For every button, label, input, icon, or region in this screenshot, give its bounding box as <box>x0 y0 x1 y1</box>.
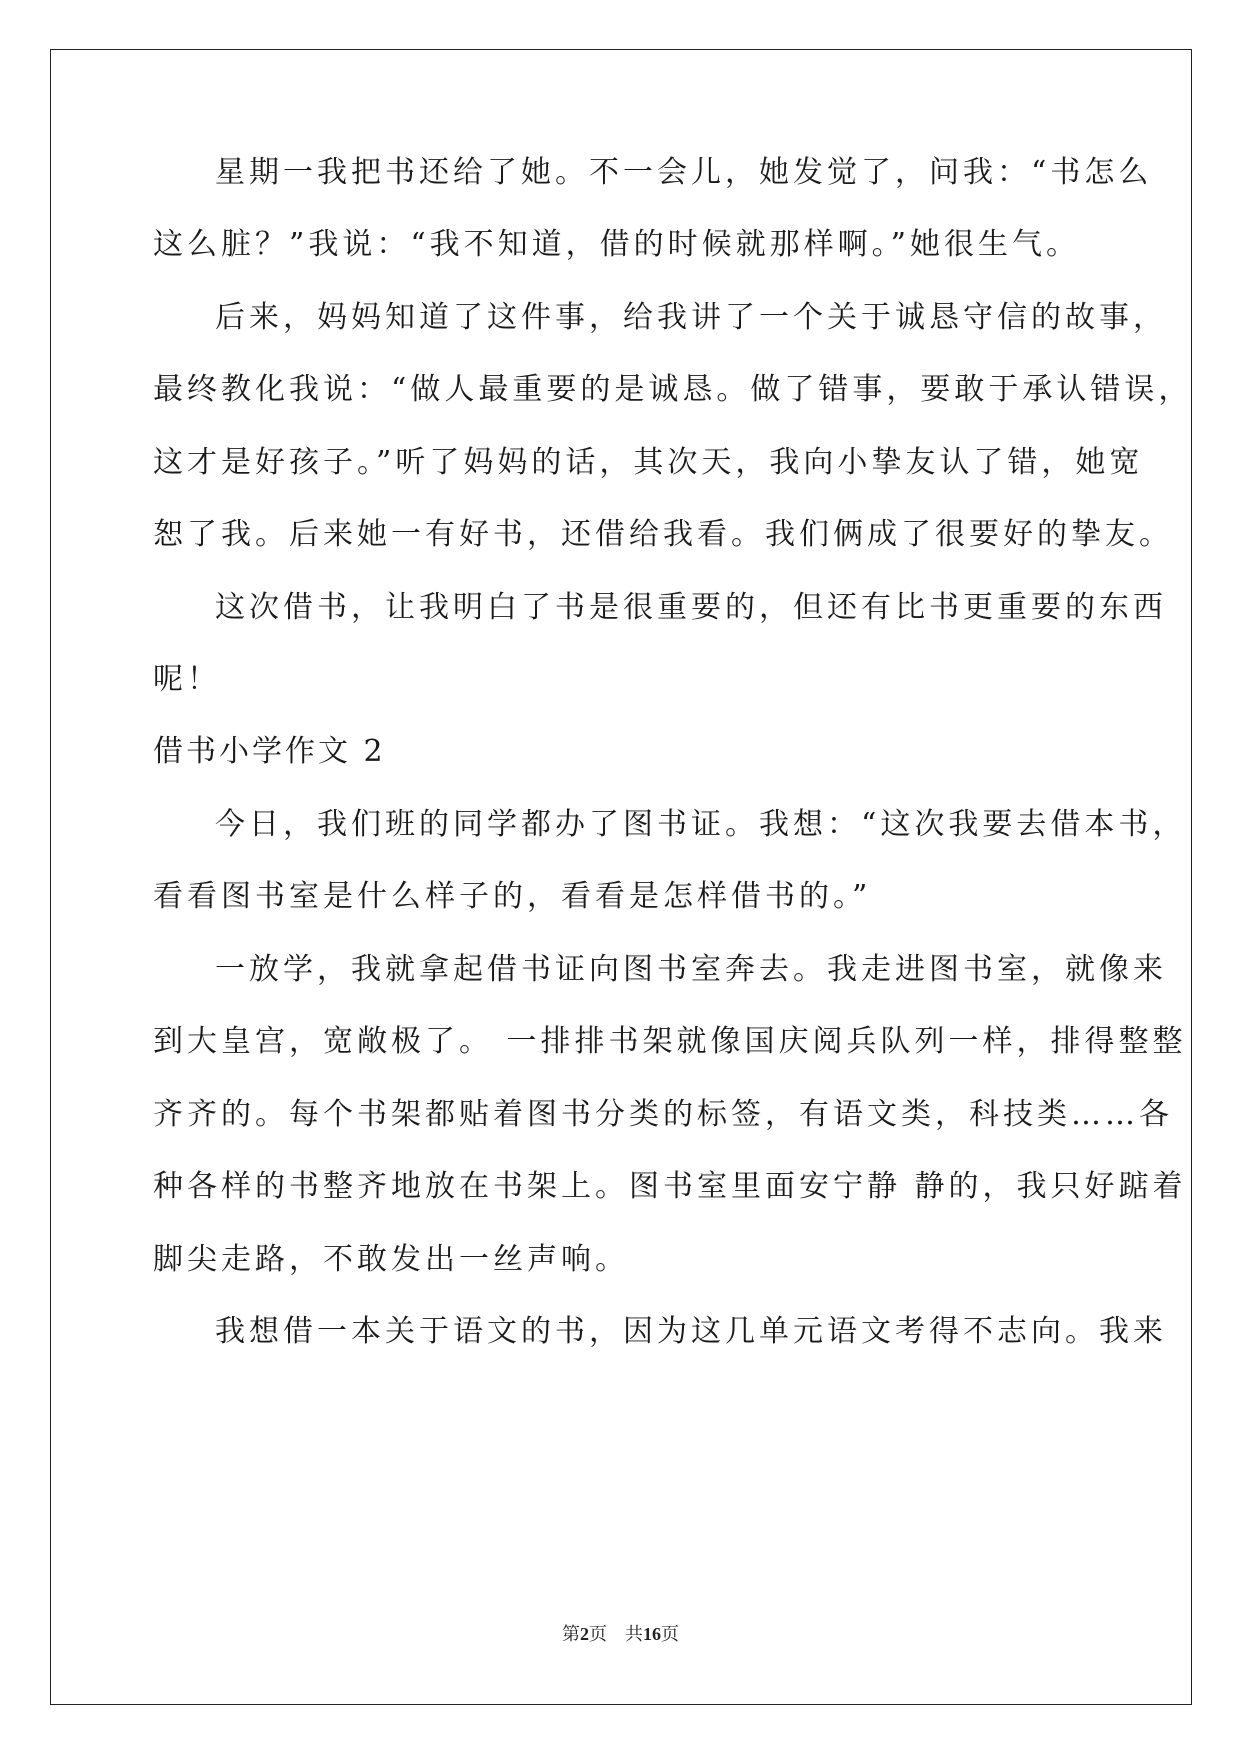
text-line: 我想借一本关于语文的书，因为这几单元语文考得不志向。我来 <box>215 1314 1167 1349</box>
footer-total-suffix: 页 <box>661 1624 679 1644</box>
footer-total-pages: 16 <box>643 1624 661 1644</box>
text-line: 星期一我把书还给了她。不一会儿，她发觉了，问我：“书怎么 <box>215 155 1153 190</box>
footer-page-number: 2 <box>580 1624 589 1644</box>
footer-prefix: 第 <box>562 1624 580 1644</box>
text-line: 一放学，我就拿起借书证向图书室奔去。我走进图书室，就像来 <box>215 952 1167 987</box>
text-line: 后来，妈妈知道了这件事，给我讲了一个关于诚恳守信的故事， <box>215 300 1167 335</box>
text-line: 种各样的书整齐地放在书架上。图书室里面安宁静 静的，我只好踮着 <box>153 1169 1187 1204</box>
section-heading: 借书小学作文 2 <box>153 734 386 769</box>
text-line: 齐齐的。每个书架都贴着图书分类的标签，有语文类，科技类……各 <box>153 1097 1173 1132</box>
text-line: 呢！ <box>153 662 221 697</box>
text-line: 恕了我。后来她一有好书，还借给我看。我们俩成了很要好的挚友。 <box>153 517 1173 552</box>
text-line: 这才是好孩子。”听了妈妈的话，其次天，我向小挚友认了错，她宽 <box>153 445 1144 480</box>
footer-page-suffix: 页 <box>589 1624 607 1644</box>
text-line: 看看图书室是什么样子的，看看是怎样借书的。” <box>153 879 872 914</box>
footer-total-prefix: 共 <box>625 1624 643 1644</box>
text-line: 到大皇宫，宽敞极了。 一排排书架就像国庆阅兵队列一样，排得整整 <box>153 1024 1187 1059</box>
text-line: 这次借书，让我明白了书是很重要的，但还有比书更重要的东西 <box>215 590 1167 625</box>
page-footer <box>0 1622 1241 1646</box>
text-line: 脚尖走路，不敢发出一丝声响。 <box>153 1242 629 1277</box>
text-line: 这么脏？”我说：“我不知道，借的时候就那样啊。”她很生气。 <box>153 227 1081 262</box>
text-line: 最终教化我说：“做人最重要的是诚恳。做了错事，要敢于承认错误， <box>153 372 1193 407</box>
text-line: 今日，我们班的同学都办了图书证。我想：“这次我要去借本书， <box>215 807 1187 842</box>
